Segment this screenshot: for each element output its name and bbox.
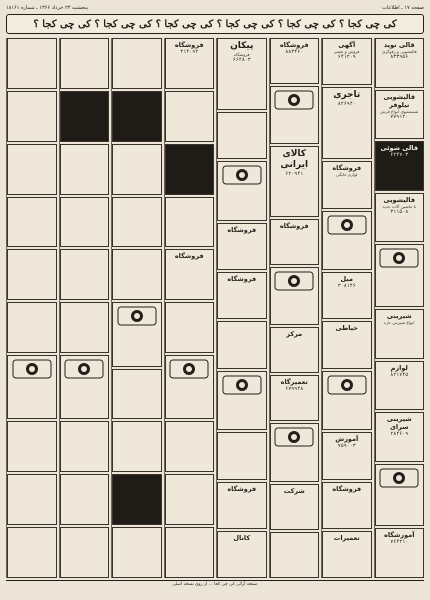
classified-ad — [112, 474, 162, 525]
classified-ad — [60, 474, 110, 525]
classified-ad — [60, 355, 110, 419]
classified-ad — [270, 532, 320, 578]
ad-body: لوازم خانگی — [336, 172, 358, 178]
classified-ad — [7, 527, 57, 578]
ad-logo-icon — [325, 374, 369, 396]
ad-name: قالیشویی نیلوفر — [383, 92, 415, 109]
ad-logo-icon — [63, 358, 107, 380]
ad-body: با ماشین آلات جدید — [382, 203, 417, 209]
classified-ad — [217, 531, 267, 578]
ad-name: تعمیرگاه — [280, 378, 308, 387]
classified-ad — [322, 371, 372, 431]
ad-body: فروش و تعمیر — [334, 49, 360, 54]
classified-ad — [217, 371, 267, 431]
ad-body: قالیشویی و رفوگری — [381, 49, 417, 54]
ad-name: فروشگاه — [332, 164, 362, 173]
classified-ad — [322, 432, 372, 479]
classified-ad — [60, 302, 110, 353]
classified-ad — [217, 482, 267, 529]
ad-name: فروشگاه — [227, 225, 257, 234]
classified-ad — [375, 361, 425, 411]
ad-phone: ۶۷۹۹۴۸ — [285, 386, 304, 393]
classified-ad — [112, 38, 162, 89]
classified-ad — [7, 302, 57, 353]
ad-phone: ۶۶۴۸۰۳ — [232, 57, 251, 63]
ad-name: شرکت — [283, 486, 305, 495]
classified-ad — [270, 267, 320, 325]
classified-ad — [375, 141, 425, 191]
section-banner — [6, 14, 424, 34]
ad-name: فروشگاه — [227, 484, 257, 493]
ad-phone: ۳۱۱۵۰۸ — [390, 208, 409, 215]
footer-text: صفحه آرائی کی چی کجا ... از روی نسخه اصلی — [172, 582, 258, 587]
ad-name: تعمیرات — [333, 533, 360, 542]
ad-logo-icon — [168, 358, 212, 380]
classified-ad — [322, 211, 372, 271]
ad-name: مبل — [340, 275, 353, 284]
classified-ad — [270, 219, 320, 265]
classified-ad — [217, 161, 267, 221]
classified-ad — [7, 249, 57, 300]
classified-ad — [60, 144, 110, 195]
classified-ad — [165, 249, 215, 300]
ad-phone: ۸۲۶۹۴۰ — [337, 101, 356, 108]
date-label: پنجشنبه ۲۳ خرداد ۱۳۶۶ ـ شماره ۱۸۱۶۱ — [6, 5, 89, 11]
classified-ad — [7, 38, 57, 89]
ad-logo-icon — [220, 164, 264, 186]
ad-column — [164, 38, 215, 578]
ad-name: قالی شوئی — [380, 144, 418, 153]
classified-ad — [7, 197, 57, 248]
ad-logo-icon — [378, 467, 422, 489]
ad-phone: ۶۲۰۹۴۱ — [285, 171, 304, 178]
classified-ad — [60, 527, 110, 578]
classified-ad — [165, 355, 215, 419]
ad-column — [321, 38, 372, 578]
classified-ad — [217, 272, 267, 319]
ad-logo-icon — [273, 270, 317, 292]
ad-column — [216, 38, 267, 578]
ad-phone: ۶۲۴۷۰۳ — [390, 152, 409, 159]
classified-ad — [165, 302, 215, 353]
classified-ad — [322, 161, 372, 208]
classified-ad — [270, 38, 320, 84]
ad-column — [269, 38, 320, 578]
classified-ad — [60, 197, 110, 248]
ad-body: شستشوی انواع فرش — [380, 108, 419, 114]
classified-ad — [112, 91, 162, 142]
ad-logo-icon — [325, 214, 369, 236]
ad-phone: ۲۸۴۶۰۹ — [390, 431, 409, 438]
classified-ad — [7, 474, 57, 525]
ad-body: فروشگاه — [233, 52, 250, 57]
classified-ad — [217, 321, 267, 368]
page-header — [6, 4, 424, 12]
classified-ad — [165, 91, 215, 142]
ad-name: فروشگاه — [227, 275, 257, 284]
ad-phone: ۸۳۳۹۵۶ — [390, 54, 409, 60]
ad-phone: ۷۵۹۰۰۳ — [337, 443, 356, 450]
classified-ad — [60, 38, 110, 89]
ad-name: قالی نوید — [383, 41, 415, 49]
classified-ad — [375, 193, 425, 243]
classified-ad — [165, 38, 215, 89]
classified-ad — [217, 38, 267, 110]
ad-phone: ۷۶۴۲۱۰ — [390, 539, 409, 546]
ad-name: آگهی — [338, 41, 356, 49]
classified-ad — [217, 432, 267, 479]
ad-name: فروشگاه — [174, 41, 204, 49]
classified-ad — [60, 91, 110, 142]
classified-ad — [165, 197, 215, 248]
classified-ad — [7, 421, 57, 472]
ad-name: لوازم — [390, 363, 408, 372]
classified-ad — [322, 531, 372, 578]
classified-ad — [165, 527, 215, 578]
classified-ad — [112, 527, 162, 578]
ad-phone: ۸۲۱۷۴۵ — [390, 371, 409, 378]
ad-name: شیرینی — [386, 311, 412, 320]
classified-ad — [270, 375, 320, 421]
ad-phone: ۳۰۸۱۴۶ — [337, 283, 356, 290]
ad-name: کانال — [233, 533, 251, 542]
classified-ad — [60, 421, 110, 472]
ad-column — [111, 38, 162, 578]
classified-ad — [375, 464, 425, 527]
classified-ad — [7, 144, 57, 195]
classified-ad — [112, 369, 162, 420]
classified-ad — [322, 482, 372, 529]
classified-ad — [112, 421, 162, 472]
ad-name: فروشگاه — [332, 484, 362, 493]
classified-ad — [322, 38, 372, 85]
ad-phone: ۷۷۹۱۲۰ — [390, 113, 409, 120]
banner-text: کی چی کجا ؟ کی چی کجا ؟ کی چی کجا ؟ کی چی کجا ؟ کی چی کجا ؟ کی چی کجا ؟ — [33, 18, 397, 30]
ad-name: خیاطی — [335, 324, 358, 333]
classified-ad — [112, 249, 162, 300]
classified-ad — [217, 223, 267, 270]
classified-ad — [60, 249, 110, 300]
ad-name: کالای ایرانی — [280, 149, 309, 171]
classified-ad — [165, 144, 215, 195]
ad-name: فروشگاه — [279, 221, 309, 230]
classified-ad — [270, 423, 320, 481]
ad-phone: ۳۱۴۰۹۲ — [180, 49, 199, 55]
ad-logo-icon — [273, 89, 317, 111]
classified-ad — [375, 244, 425, 307]
ad-logo-icon — [115, 305, 159, 327]
classified-ad — [322, 272, 372, 319]
classified-ad — [375, 528, 425, 578]
page-label: صفحه ۱۷ ـ اطلاعات — [382, 5, 424, 11]
ad-logo-icon — [378, 247, 422, 269]
classifieds-grid — [6, 38, 424, 578]
ad-name: فروشگاه — [279, 41, 309, 49]
classified-ad — [322, 321, 372, 368]
classified-ad — [375, 38, 425, 88]
classified-ad — [112, 144, 162, 195]
classified-ad — [322, 87, 372, 159]
ad-logo-icon — [10, 358, 54, 380]
ad-name: فروشگاه — [174, 252, 204, 261]
classified-ad — [270, 146, 320, 216]
ad-name: مرکز — [286, 330, 303, 339]
classified-ad — [165, 421, 215, 472]
ad-name: آموزشگاه — [383, 531, 415, 540]
ad-logo-icon — [220, 374, 264, 396]
ad-phone: ۶۴۱۲۰۹ — [337, 54, 356, 60]
ad-name: پیکان — [230, 41, 254, 51]
classified-ad — [7, 91, 57, 142]
classified-ad — [270, 327, 320, 373]
classified-ad — [7, 355, 57, 419]
ad-phone: ۸۸۳۴۶۰ — [285, 49, 304, 55]
classified-ad — [375, 309, 425, 359]
ad-name: تاجری — [333, 90, 361, 101]
ad-name: آموزش — [335, 435, 359, 444]
ad-column — [374, 38, 425, 578]
ad-body: انواع شیرینی تازه — [384, 319, 415, 325]
classified-ad — [375, 412, 425, 462]
classified-ad — [375, 90, 425, 140]
classified-ad — [270, 484, 320, 530]
page-footer — [6, 580, 424, 596]
ad-name: شیرینی سرای — [386, 415, 412, 432]
ad-logo-icon — [273, 426, 317, 448]
classified-ad — [165, 474, 215, 525]
ad-name: قالیشویی — [383, 195, 415, 204]
ad-column — [59, 38, 110, 578]
classified-ad — [112, 197, 162, 248]
classified-ad — [112, 302, 162, 366]
ad-column — [6, 38, 57, 578]
classified-ad — [217, 112, 267, 159]
classified-ad — [270, 86, 320, 144]
